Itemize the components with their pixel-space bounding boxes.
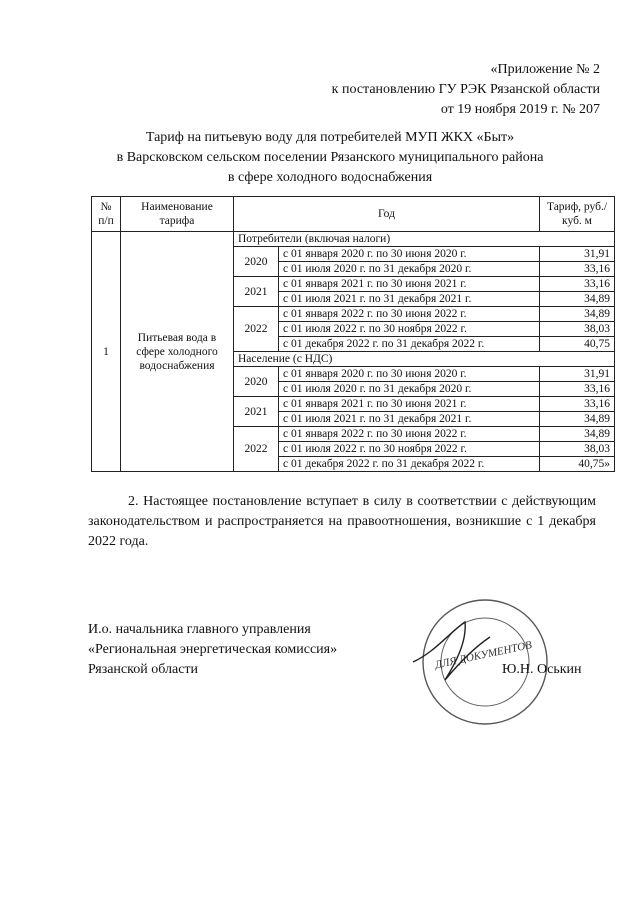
- tariff-cell: 40,75»: [540, 457, 615, 472]
- period-cell: с 01 июля 2020 г. по 31 декабря 2020 г.: [279, 262, 540, 277]
- signer-block: [88, 620, 337, 680]
- group-row: [92, 232, 615, 247]
- row-number: 1: [92, 232, 121, 472]
- paragraph-2: 2. Настоящее постановление вступает в силу в соответствии с действующим законодательством и распространяется на правоотношения, возникшие с 1 декабря 2022 года.: [88, 494, 596, 549]
- year-cell: 2022: [234, 427, 279, 472]
- table-body: [92, 232, 615, 472]
- title-line-2: в Варсковском сельском поселении Рязанского муниципального района: [116, 150, 544, 165]
- period-cell: с 01 июля 2022 г. по 30 ноября 2022 г.: [279, 442, 540, 457]
- group-label: Население (с НДС): [234, 352, 615, 367]
- tariff-cell: 31,91: [540, 247, 615, 262]
- title-line-3: в сфере холодного водоснабжения: [227, 170, 433, 185]
- period-cell: с 01 декабря 2022 г. по 31 декабря 2022 г.: [279, 337, 540, 352]
- period-cell: с 01 января 2020 г. по 30 июня 2020 г.: [279, 367, 540, 382]
- tariff-table: [91, 196, 615, 472]
- period-cell: с 01 января 2022 г. по 30 июня 2022 г.: [279, 427, 540, 442]
- period-cell: с 01 января 2022 г. по 30 июня 2022 г.: [279, 307, 540, 322]
- year-cell: 2022: [234, 307, 279, 352]
- period-cell: с 01 января 2020 г. по 30 июня 2020 г.: [279, 247, 540, 262]
- signer-line-3: Рязанской области: [88, 662, 199, 677]
- signer-line-2: «Региональная энергетическая комиссия»: [88, 642, 338, 657]
- year-cell: 2020: [234, 247, 279, 277]
- tariff-cell: 33,16: [540, 277, 615, 292]
- period-cell: с 01 июля 2022 г. по 30 ноября 2022 г.: [279, 322, 540, 337]
- year-cell: 2021: [234, 397, 279, 427]
- signer-line-1: И.о. начальника главного управления: [88, 622, 311, 637]
- header-tariff: Тариф, руб./куб. м: [540, 197, 615, 232]
- header-name: Наименование тарифа: [121, 197, 234, 232]
- period-cell: с 01 июля 2021 г. по 31 декабря 2021 г.: [279, 412, 540, 427]
- tariff-cell: 31,91: [540, 367, 615, 382]
- table-header-row: [92, 197, 615, 232]
- tariff-cell: 34,89: [540, 292, 615, 307]
- tariff-cell: 40,75: [540, 337, 615, 352]
- header-year: Год: [234, 197, 540, 232]
- period-cell: с 01 января 2021 г. по 30 июня 2021 г.: [279, 397, 540, 412]
- group-label: Потребители (включая налоги): [234, 232, 615, 247]
- period-cell: с 01 января 2021 г. по 30 июня 2021 г.: [279, 277, 540, 292]
- appendix-header: [332, 60, 600, 120]
- title-line-1: Тариф на питьевую воду для потребителей МУП ЖКХ «Быт»: [145, 130, 515, 145]
- year-cell: 2020: [234, 367, 279, 397]
- stamp-text: ДЛЯ ДОКУМЕНТОВ: [434, 639, 533, 672]
- document-title: [60, 128, 600, 188]
- tariff-cell: 33,16: [540, 397, 615, 412]
- appendix-line-3: от 19 ноября 2019 г. № 207: [440, 102, 600, 117]
- signer-name: Ю.Н. Оськин: [502, 662, 582, 677]
- period-cell: с 01 июля 2020 г. по 31 декабря 2020 г.: [279, 382, 540, 397]
- tariff-cell: 34,89: [540, 307, 615, 322]
- tariff-cell: 33,16: [540, 382, 615, 397]
- header-num: № п/п: [92, 197, 121, 232]
- appendix-line-1: «Приложение № 2: [490, 62, 600, 77]
- tariff-cell: 33,16: [540, 262, 615, 277]
- year-cell: 2021: [234, 277, 279, 307]
- tariff-cell: 34,89: [540, 427, 615, 442]
- tariff-cell: 38,03: [540, 322, 615, 337]
- row-tariff-name: Питьевая вода в сфере холодного водоснабжения: [121, 232, 234, 472]
- period-cell: с 01 декабря 2022 г. по 31 декабря 2022 г.: [279, 457, 540, 472]
- appendix-line-2: к постановлению ГУ РЭК Рязанской области: [331, 82, 600, 97]
- period-cell: с 01 июля 2021 г. по 31 декабря 2021 г.: [279, 292, 540, 307]
- tariff-cell: 38,03: [540, 442, 615, 457]
- tariff-cell: 34,89: [540, 412, 615, 427]
